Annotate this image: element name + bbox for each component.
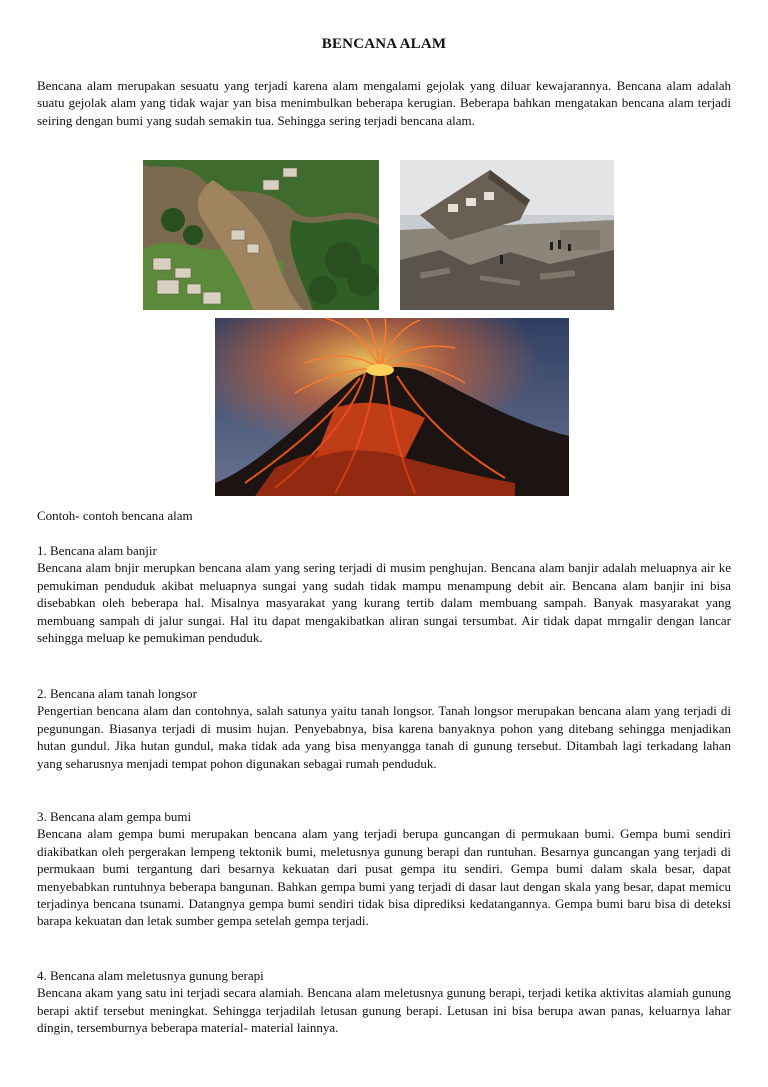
section-tanah-longsor	[37, 685, 731, 772]
intro-paragraph: Bencana alam merupakan sesuatu yang terjadi karena alam mengalami gejolak yang diluar kewajarannya. Bencana alam adalah suatu gejolak alam yang tidak wajar yan bisa menimbulkan beberapa kerugian. Beberapa bahkan mengatakan bencana alam terjadi seiring dengan bumi yang sudah semakin tua. Sehingga sering terjadi bencana alam.	[37, 78, 731, 128]
earthquake-illustration	[400, 160, 614, 310]
section-gempa-bumi	[37, 808, 731, 930]
section-gunung-berapi	[37, 967, 731, 1037]
section-banjir	[37, 542, 731, 646]
section-body: Pengertian bencana alam dan contohnya, salah satunya yaitu tanah longsor. Tanah longsor merupakan bencana alam yang terjadi di pegunungan. Biasanya terjadi di musim hujan. Penyebabnya, bisa karena banyaknya pohon yang ditebang sehingga menjadikan hutan gundul. Jika hutan gundul, maka tidak ada yang bisa menyangga tanah di gunung tersebut. Ditambah lagi terkadang lahan yang seharusnya menjadi tempat pohon digunakan sebagai rumah penduduk.	[37, 703, 731, 771]
examples-heading: Contoh- contoh bencana alam	[37, 508, 193, 523]
volcano-photo	[215, 318, 569, 496]
section-body: Bencana alam gempa bumi merupakan bencana alam yang terjadi berupa guncangan di permukaan bumi. Gempa bumi sendiri diakibatkan oleh pergerakan lempeng tektonik bumi, meletusnya gunung berapi dan runtuhan. Besarnya guncangan yang terjadi di permukaan bumi tergantung dari besarnya kekuatan dari pusat gempa itu sendiri. Gempa bumi dalam skala besar, dapat menyebabkan runtuhnya beberapa bangunan. Bahkan gempa bumi yang terjadi di dasar laut dengan skala yang besar, dapat memicu terjadinya bencana tsunami. Datangnya gempa bumi sendiri tidak bisa diprediksi kedatangannya. Gempa bumi baru bisa di deteksi barapa kekuatan dan letak sumber gempa setelah gempa terjadi.	[37, 826, 731, 929]
volcano-illustration	[215, 318, 569, 496]
landslide-photo	[143, 160, 379, 310]
section-title: 4. Bencana alam meletusnya gunung berapi	[37, 968, 264, 983]
section-body: Bencana alam bnjir merupkan bencana alam yang sering terjadi di musim penghujan. Bencana alam banjir adalah meluapnya air ke pemukiman penduduk akibat meluapnya sungai yang sudah tidak mampu menampung debit air. Bencana alam banjir ini bisa disebabkan oleh beberapa hal. Misalnya masyarakat yang kurang tertib dalam membuang sampah. Banyak masyarakat yang membuang sampah di jalur sungai. Hal itu dapat mengakibatkan aliran sungai tersumbat. Air tidak dapat mrngalir dengan lancar sehingga meluap ke pemukiman penduduk.	[37, 560, 731, 646]
section-title: 2. Bencana alam tanah longsor	[37, 686, 197, 701]
section-title: 1. Bencana alam banjir	[37, 543, 157, 558]
section-title: 3. Bencana alam gempa bumi	[37, 809, 192, 824]
earthquake-photo	[400, 160, 614, 310]
document-title: BENCANA ALAM	[321, 36, 447, 52]
landslide-illustration	[143, 160, 379, 310]
section-body: Bencana akam yang satu ini terjadi secara alamiah. Bencana alam meletusnya gunung berapi, terjadi ketika aktivitas alamiah gunung berapi aktif tersebut meningkat. Sehingga terjadilah letusan gunung berapi. Letusan ini bisa berupa awan panas, keluarnya lahar dingin, tersemburnya beberapa material- material lainnya.	[37, 985, 731, 1036]
